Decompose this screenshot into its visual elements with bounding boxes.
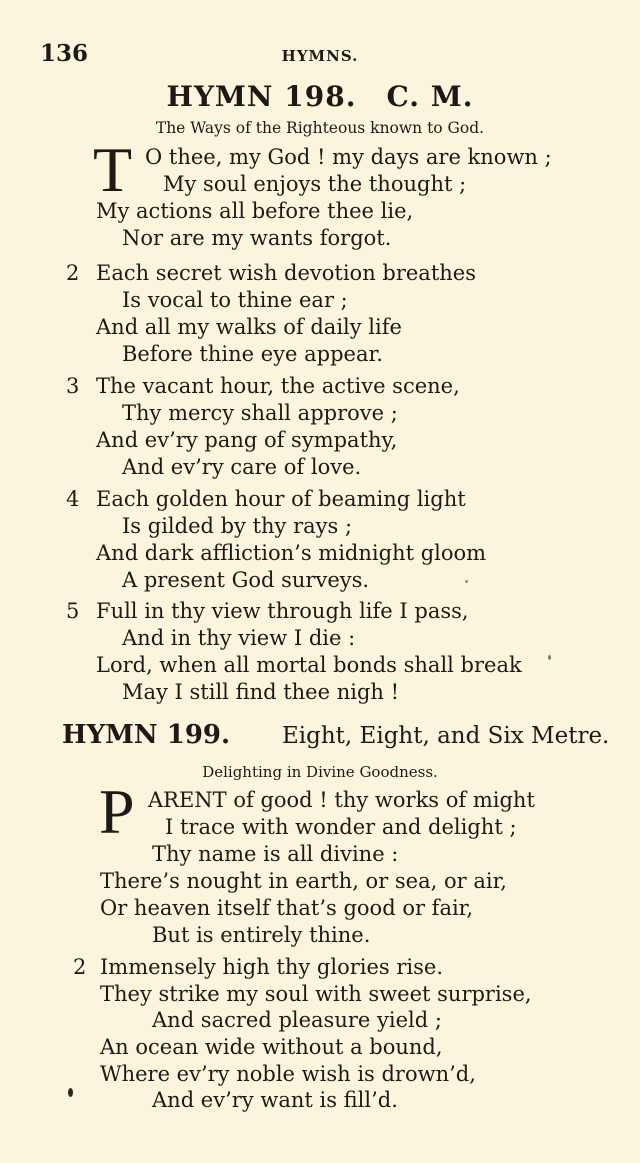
verse-line: Lord, when all mortal bonds shall break xyxy=(96,653,522,677)
verse-number: 2 xyxy=(66,261,80,285)
verse-line: And all my walks of daily life xyxy=(96,315,402,339)
verse-line: Immensely high thy glories rise. xyxy=(100,955,443,979)
verse-line: Is gilded by thy rays ; xyxy=(122,514,353,538)
verse-line: Each secret wish devotion breathes xyxy=(96,261,476,285)
verse-number: 2 xyxy=(73,955,87,979)
hymn-198-metre: C. M. xyxy=(386,80,474,113)
hymn-198-drop-cap: T xyxy=(93,134,133,205)
hymn-199-subtitle: Delighting in Divine Goodness. xyxy=(202,763,438,781)
verse-line: My actions all before thee lie, xyxy=(96,199,414,223)
verse-line: The vacant hour, the active scene, xyxy=(96,374,460,398)
page-number: 136 xyxy=(40,40,89,67)
verse-line: And ev’ry care of love. xyxy=(122,455,362,479)
hymn-199-metre: Eight, Eight, and Six Metre. xyxy=(282,723,610,749)
verse-line: Nor are my wants forgot. xyxy=(122,226,392,250)
hymn-198-number: HYMN 198. xyxy=(166,80,357,113)
verse-line: Or heaven itself that’s good or fair, xyxy=(100,896,474,920)
verse-line: O thee, my God ! my days are known ; xyxy=(145,145,552,169)
verse-line: Thy name is all divine : xyxy=(152,842,399,866)
verse-line: And sacred pleasure yield ; xyxy=(152,1008,442,1032)
ink-speck xyxy=(68,1088,73,1097)
verse-line: They strike my soul with sweet surprise, xyxy=(100,982,532,1006)
verse-number: 3 xyxy=(66,374,80,398)
verse-line: Full in thy view through life I pass, xyxy=(96,599,469,623)
verse-line: And ev’ry pang of sympathy, xyxy=(96,428,398,452)
verse-line: There’s nought in earth, or sea, or air, xyxy=(100,869,507,893)
verse-line: And ev’ry want is fill’d. xyxy=(152,1088,398,1112)
verse-line: A present God surveys. xyxy=(122,568,370,592)
verse-number: 4 xyxy=(66,487,80,511)
hymn-199-drop-cap: P xyxy=(99,776,135,847)
verse-line: Where ev’ry noble wish is drown’d, xyxy=(100,1062,476,1086)
verse-line: May I still find thee nigh ! xyxy=(122,680,400,704)
verse-line: And dark affliction’s midnight gloom xyxy=(96,541,487,565)
running-title: HYMNS. xyxy=(281,47,359,65)
verse-line: My soul enjoys the thought ; xyxy=(163,172,467,196)
verse-line: But is entirely thine. xyxy=(152,923,371,947)
hymn-199-number: HYMN 199. xyxy=(62,720,231,750)
hymn-198-subtitle: The Ways of the Righteous known to God. xyxy=(155,119,485,137)
verse-line: I trace with wonder and delight ; xyxy=(165,815,517,839)
ink-speck xyxy=(548,655,551,660)
verse-line: And in thy view I die : xyxy=(122,626,356,650)
verse-line: Before thine eye appear. xyxy=(122,342,383,366)
verse-line: Thy mercy shall approve ; xyxy=(122,401,398,425)
hymn-198-heading xyxy=(0,80,640,113)
verse-line: Is vocal to thine ear ; xyxy=(122,288,348,312)
verse-line: Each golden hour of beaming light xyxy=(96,487,466,511)
ink-speck xyxy=(465,580,468,583)
verse-line: An ocean wide without a bound, xyxy=(100,1035,443,1059)
verse-number: 5 xyxy=(66,599,80,623)
verse-line: ARENT of good ! thy works of might xyxy=(148,788,535,812)
